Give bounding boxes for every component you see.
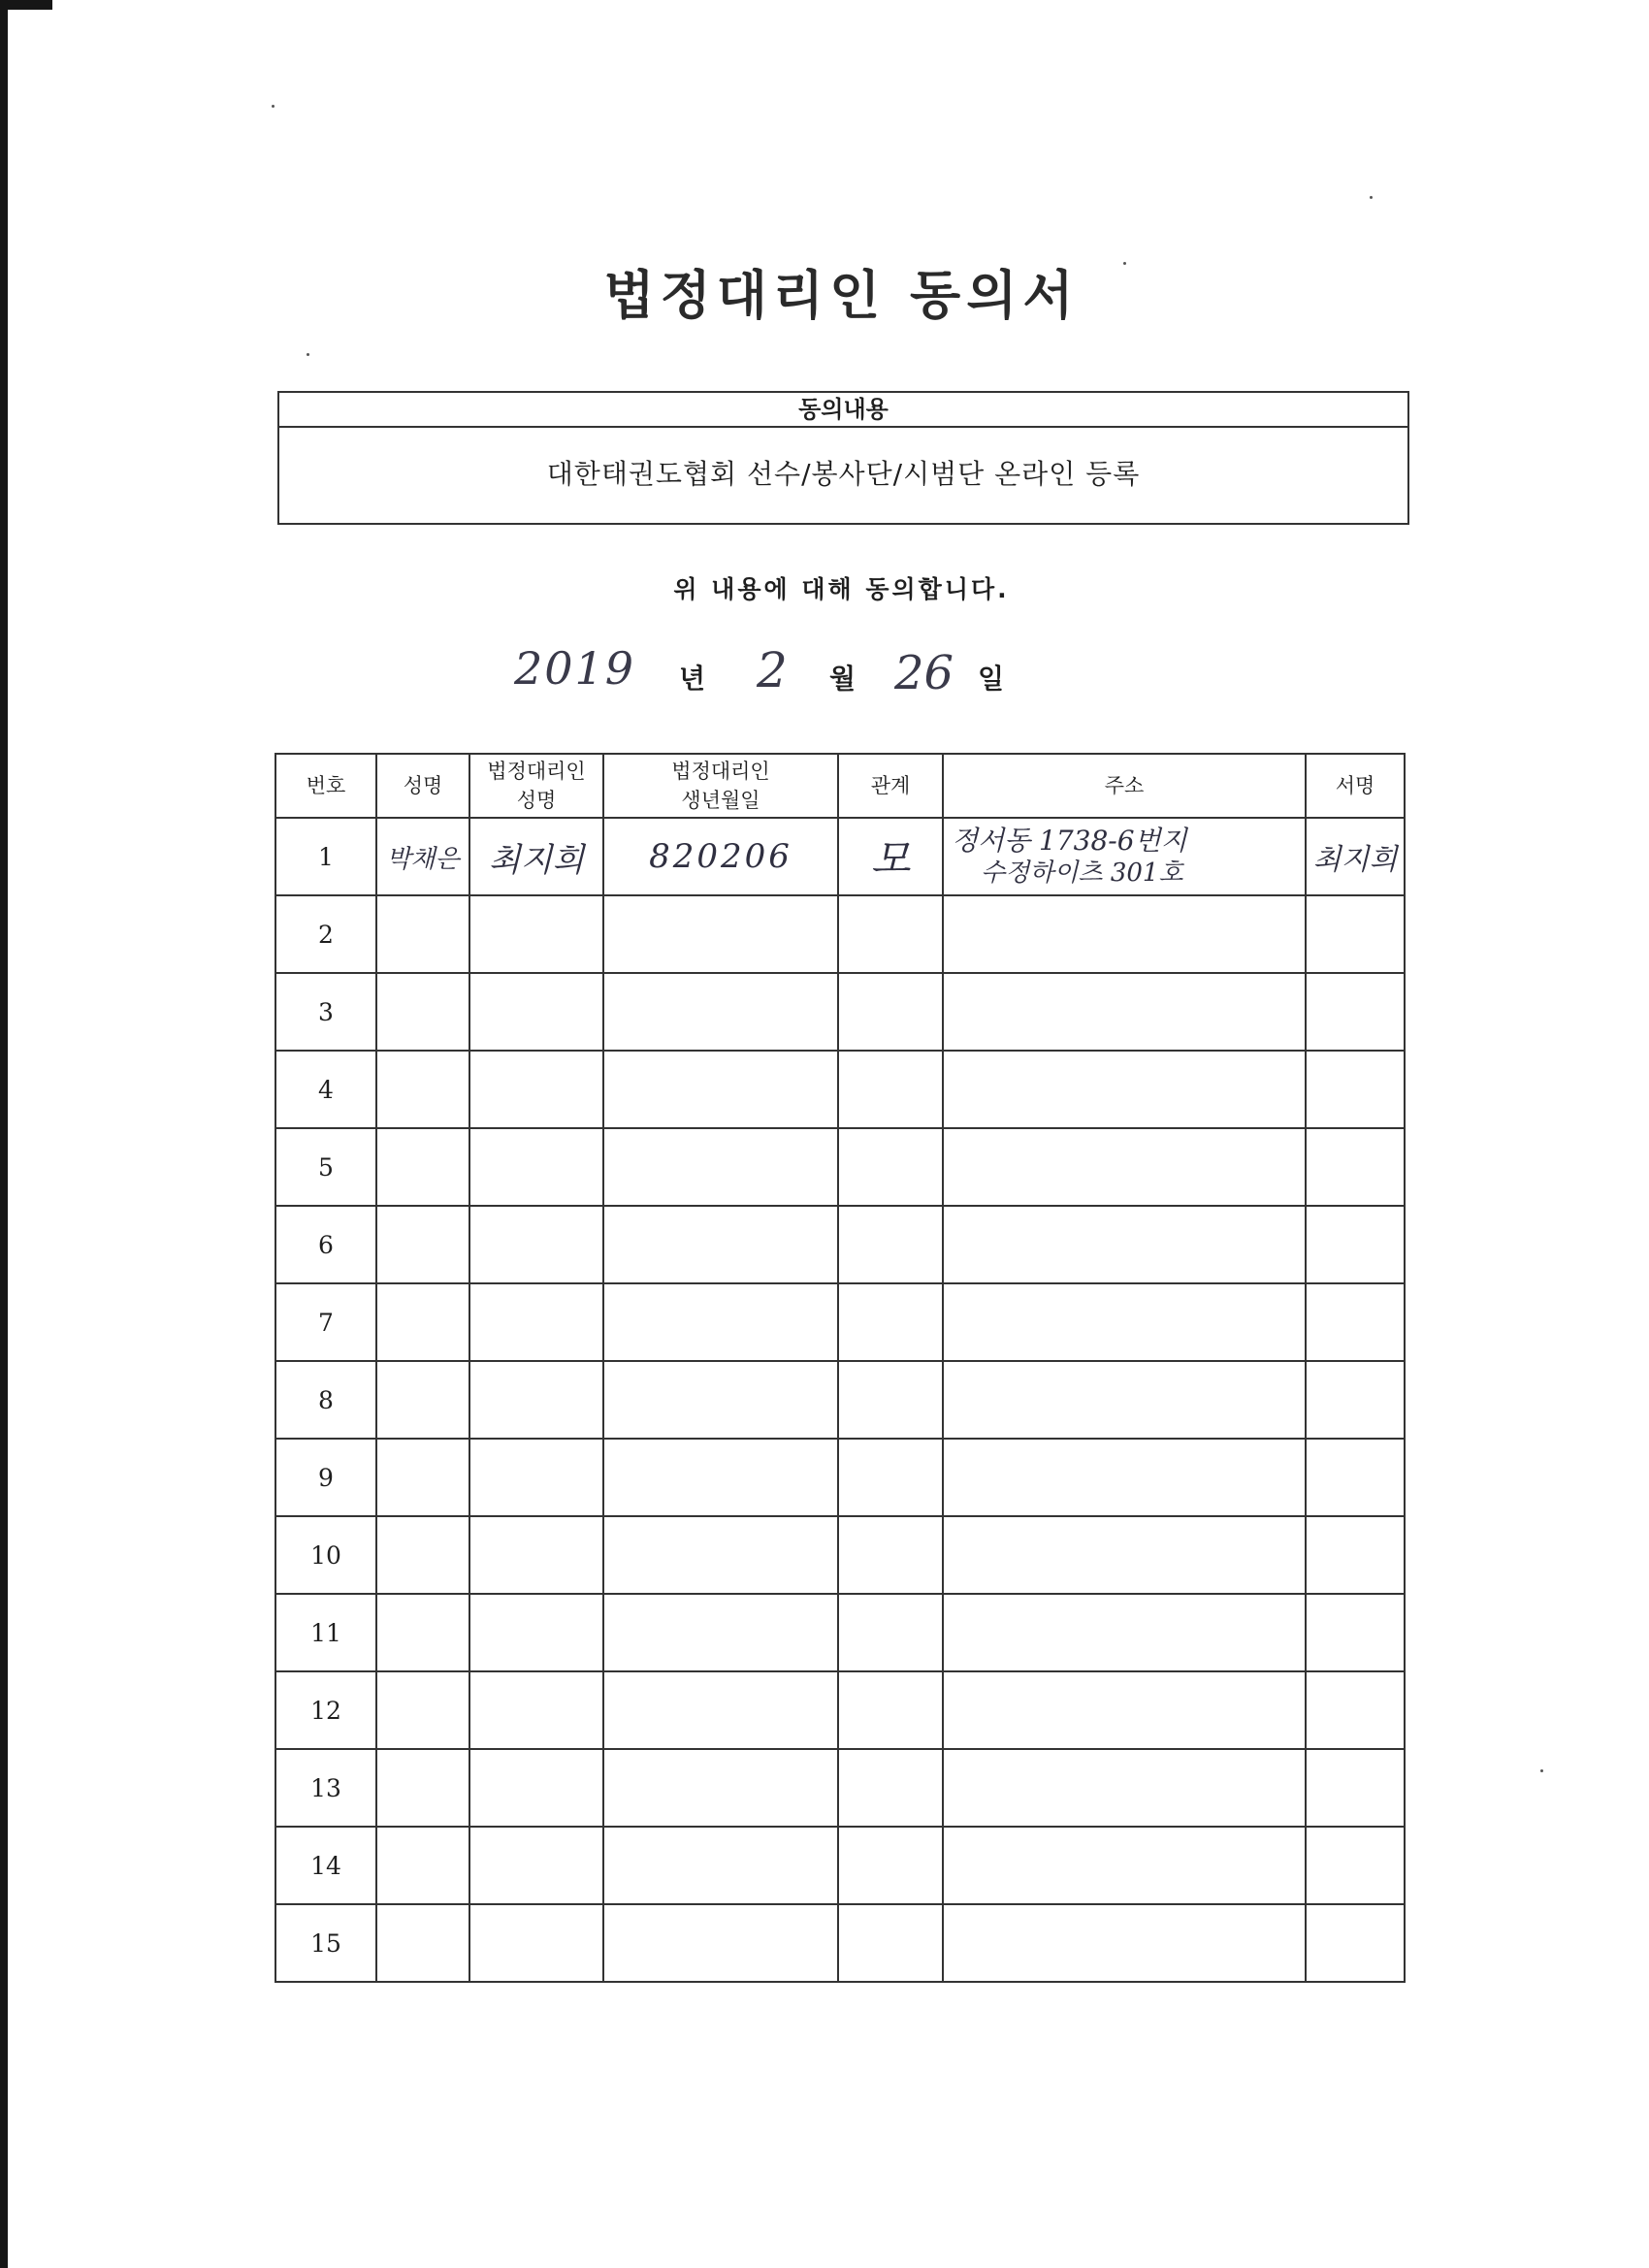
cell-no: 14	[275, 1827, 376, 1904]
cell-name	[376, 973, 469, 1051]
address-line-1: 정서동 1738-6번지	[952, 825, 1187, 857]
header-no: 번호	[275, 754, 376, 818]
cell-signature	[1306, 1128, 1405, 1206]
cell-guardian-birth	[603, 1439, 838, 1516]
cell-guardian-birth	[603, 1283, 838, 1361]
cell-address	[943, 1827, 1306, 1904]
cell-guardian-name	[469, 1439, 603, 1516]
cell-relation	[838, 1206, 943, 1283]
header-address: 주소	[943, 754, 1306, 818]
cell-guardian-birth	[603, 818, 838, 895]
cell-guardian-birth	[603, 1206, 838, 1283]
cell-guardian-name	[469, 1749, 603, 1827]
cell-relation-value: 모	[870, 835, 911, 883]
cell-name	[376, 1827, 469, 1904]
cell-signature	[1306, 1361, 1405, 1439]
cell-no: 6	[275, 1206, 376, 1283]
cell-guardian-birth	[603, 1671, 838, 1749]
table-row	[275, 818, 1405, 895]
consent-box	[277, 391, 1409, 525]
cell-guardian-birth	[603, 1594, 838, 1671]
header-guardian-birth: 법정대리인 생년월일	[603, 754, 838, 818]
cell-address	[943, 1128, 1306, 1206]
cell-guardian-name	[469, 1206, 603, 1283]
cell-relation	[838, 1128, 943, 1206]
cell-relation	[838, 1439, 943, 1516]
table-row	[275, 1206, 1405, 1283]
cell-address	[943, 1361, 1306, 1439]
scan-edge	[0, 0, 8, 2268]
cell-relation	[838, 895, 943, 973]
date-year: 2019	[514, 642, 636, 695]
cell-no: 5	[275, 1128, 376, 1206]
cell-relation	[838, 1594, 943, 1671]
cell-signature-value: 최지희	[1312, 843, 1398, 877]
date-day-unit: 일	[978, 663, 1005, 695]
cell-guardian-birth	[603, 895, 838, 973]
cell-guardian-birth	[603, 1827, 838, 1904]
cell-no: 7	[275, 1283, 376, 1361]
date-month-unit: 월	[829, 663, 857, 695]
cell-relation	[838, 973, 943, 1051]
cell-name	[376, 818, 469, 895]
table-row	[275, 1439, 1405, 1516]
table-row	[275, 1361, 1405, 1439]
date-row	[0, 640, 1649, 708]
cell-signature	[1306, 973, 1405, 1051]
cell-address	[943, 1439, 1306, 1516]
cell-guardian-name	[469, 1671, 603, 1749]
cell-signature	[1306, 1827, 1405, 1904]
table-header-row	[275, 754, 1405, 818]
header-guardian-name: 법정대리인 성명	[469, 754, 603, 818]
cell-relation	[838, 1749, 943, 1827]
cell-no: 12	[275, 1671, 376, 1749]
cell-relation	[838, 1361, 943, 1439]
table-row	[275, 1671, 1405, 1749]
cell-relation	[838, 1904, 943, 1982]
cell-no: 2	[275, 895, 376, 973]
cell-no: 1	[275, 818, 376, 895]
cell-no: 13	[275, 1749, 376, 1827]
cell-address	[943, 973, 1306, 1051]
speck	[1370, 196, 1373, 199]
cell-guardian-name	[469, 1051, 603, 1128]
table-row	[275, 1594, 1405, 1671]
cell-name	[376, 1904, 469, 1982]
table-row	[275, 1283, 1405, 1361]
address-line-2: 수정하이츠 301호	[981, 859, 1183, 888]
cell-signature	[1306, 818, 1405, 895]
cell-name	[376, 1749, 469, 1827]
cell-signature	[1306, 1594, 1405, 1671]
cell-address	[943, 1516, 1306, 1594]
cell-signature	[1306, 1439, 1405, 1516]
cell-relation	[838, 1671, 943, 1749]
date-day: 26	[894, 646, 954, 700]
cell-name	[376, 1128, 469, 1206]
cell-name	[376, 1283, 469, 1361]
cell-no: 11	[275, 1594, 376, 1671]
cell-guardian-birth	[603, 1749, 838, 1827]
cell-guardian-birth	[603, 1128, 838, 1206]
header-name: 성명	[376, 754, 469, 818]
consent-header: 동의내용	[279, 393, 1407, 428]
cell-address	[943, 818, 1306, 895]
header-relation: 관계	[838, 754, 943, 818]
roster-body	[275, 818, 1405, 1982]
cell-address	[943, 1671, 1306, 1749]
cell-address	[943, 1206, 1306, 1283]
cell-guardian-name	[469, 818, 603, 895]
table-row	[275, 1051, 1405, 1128]
table-row	[275, 1516, 1405, 1594]
cell-no: 9	[275, 1439, 376, 1516]
cell-name-value: 박채은	[386, 844, 460, 874]
consent-text: 대한태권도협회 선수/봉사단/시범단 온라인 등록	[546, 458, 1141, 490]
cell-address	[943, 1749, 1306, 1827]
cell-address	[943, 895, 1306, 973]
cell-no: 4	[275, 1051, 376, 1128]
cell-signature	[1306, 895, 1405, 973]
cell-address	[943, 1594, 1306, 1671]
cell-name	[376, 1594, 469, 1671]
cell-guardian-name	[469, 973, 603, 1051]
cell-name	[376, 895, 469, 973]
cell-relation	[838, 1516, 943, 1594]
cell-signature	[1306, 1051, 1405, 1128]
speck	[272, 105, 275, 108]
cell-guardian-birth	[603, 973, 838, 1051]
cell-guardian-name-value: 최지희	[488, 840, 585, 880]
document-title: 법정대리인 동의서	[603, 265, 1080, 326]
cell-no: 3	[275, 973, 376, 1051]
cell-name	[376, 1516, 469, 1594]
cell-guardian-birth	[603, 1904, 838, 1982]
table-row	[275, 973, 1405, 1051]
speck	[307, 353, 309, 356]
cell-relation	[838, 1051, 943, 1128]
cell-relation	[838, 1283, 943, 1361]
scan-edge-top	[0, 0, 52, 10]
cell-signature	[1306, 1749, 1405, 1827]
cell-no: 10	[275, 1516, 376, 1594]
cell-signature	[1306, 1671, 1405, 1749]
cell-guardian-name	[469, 1128, 603, 1206]
date-year-unit: 년	[679, 663, 706, 695]
cell-guardian-name	[469, 1827, 603, 1904]
cell-guardian-name	[469, 1283, 603, 1361]
table-row	[275, 1128, 1405, 1206]
cell-no: 8	[275, 1361, 376, 1439]
cell-name	[376, 1206, 469, 1283]
cell-guardian-birth	[603, 1361, 838, 1439]
table-row	[275, 895, 1405, 973]
cell-guardian-name	[469, 895, 603, 973]
cell-signature	[1306, 1283, 1405, 1361]
cell-guardian-name	[469, 1361, 603, 1439]
cell-name	[376, 1671, 469, 1749]
cell-address	[943, 1283, 1306, 1361]
roster-table	[275, 753, 1406, 1983]
cell-signature	[1306, 1206, 1405, 1283]
speck	[1540, 1769, 1543, 1772]
cell-guardian-name	[469, 1904, 603, 1982]
cell-guardian-name	[469, 1516, 603, 1594]
cell-name	[376, 1051, 469, 1128]
cell-guardian-name	[469, 1594, 603, 1671]
cell-guardian-birth-value: 820206	[649, 837, 792, 876]
cell-name	[376, 1439, 469, 1516]
agree-statement: 위 내용에 대해 동의합니다.	[673, 575, 1010, 603]
cell-guardian-birth	[603, 1051, 838, 1128]
cell-address	[943, 1051, 1306, 1128]
cell-no: 15	[275, 1904, 376, 1982]
table-row	[275, 1749, 1405, 1827]
date-month: 2	[757, 642, 788, 698]
cell-guardian-birth	[603, 1516, 838, 1594]
table-row	[275, 1904, 1405, 1982]
cell-relation	[838, 818, 943, 895]
cell-relation	[838, 1827, 943, 1904]
table-row	[275, 1827, 1405, 1904]
header-signature: 서명	[1306, 754, 1405, 818]
cell-signature	[1306, 1516, 1405, 1594]
cell-name	[376, 1361, 469, 1439]
cell-signature	[1306, 1904, 1405, 1982]
cell-address	[943, 1904, 1306, 1982]
